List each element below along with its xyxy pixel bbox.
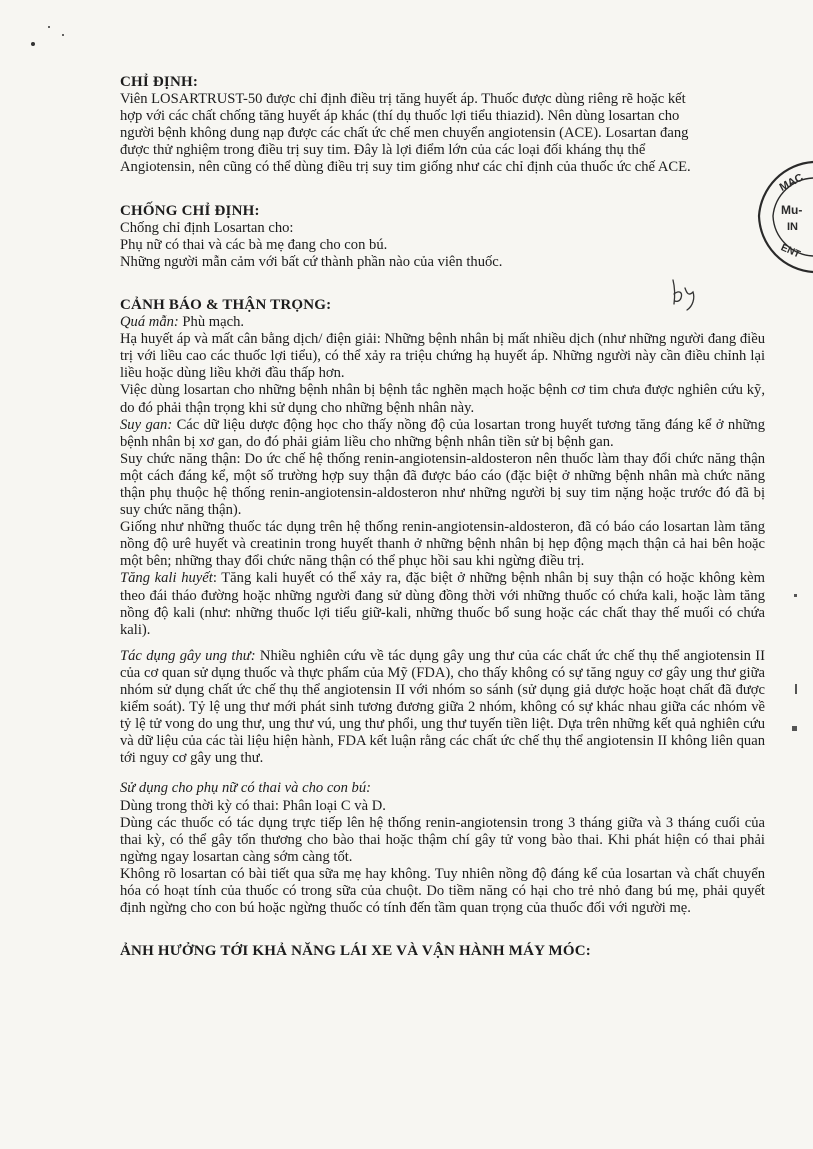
label-qua-man: Quá mẫn: bbox=[120, 314, 179, 331]
label-ung-thu: Tác dụng gây ung thư: bbox=[120, 647, 256, 664]
paragraph-qua-man bbox=[120, 314, 765, 331]
paragraph-phu-nu-3: Không rõ losartan có bài tiết qua sữa mẹ hay không. Tuy nhiên nồng độ đáng kể của losartan và chất chuyển hóa có hoạt tính của thuốc có trong sữa của chuột. Do tiềm năng có hại cho trẻ nhỏ đang bú mẹ, phải quyết định ngừng cho con bú hoặc ngừng thuốc có tính đến tầm quan trọng của thuốc đối với người mẹ. bbox=[120, 865, 765, 917]
chong-chi-dinh-line-2: Phụ nữ có thai và các bà mẹ đang cho con bú. bbox=[120, 236, 388, 253]
scan-edge-mark bbox=[795, 684, 797, 694]
text-tang-kali: : Tăng kali huyết có thể xảy ra, đặc biệt ở những bệnh nhân bị suy thận có hoặc không kèm theo đái tháo đường hoặc những người đang sử dùng đồng thời với những thuốc có chứa kali, hoặc làm tăng nồng độ kali (như: những thuốc lợi tiểu giữ-kali, những thuốc bổ sung hoặc các chất thay thế muối có chứa kali). bbox=[120, 570, 765, 638]
chi-dinh-line-5: Angiotensin, nên cũng có thể dùng điều trị suy tim giống như các chỉ định của thuốc ức chế ACE. bbox=[120, 159, 691, 176]
chi-dinh-line-2: hợp với các chất chống tăng huyết áp khác (thí dụ thuốc lợi tiểu thiazid). Nên dùng losartan cho bbox=[120, 108, 680, 125]
chi-dinh-line-4: được thử nghiệm trong điều trị suy tim. Đây là lợi điểm lớn của các loại đối kháng thụ thể bbox=[120, 142, 646, 159]
stamp-seal bbox=[757, 158, 813, 276]
scan-speck bbox=[48, 26, 50, 28]
scan-edge-mark bbox=[792, 726, 797, 731]
paragraph-ha-huyet-ap: Hạ huyết áp và mất cân bằng dịch/ điện giải: Những bệnh nhân bị mất nhiều dịch (như những người đang điều trị với liều cao các thuốc lợi tiểu), có thể xảy ra triệu chứng hạ huyết áp. Những người này cần điều chỉnh lại liều hoặc dùng liều khởi đầu thấp hơn. bbox=[120, 331, 765, 382]
paragraph-ung-thu bbox=[120, 648, 765, 768]
text-qua-man: Phù mạch. bbox=[178, 314, 245, 331]
stamp-text-1: MAC bbox=[777, 171, 806, 194]
paragraph-phu-nu-2: Dùng các thuốc có tác dụng trực tiếp lên hệ thống renin-angiotensin trong 3 tháng giữa và 3 tháng cuối của thai kỳ, có thể gây tổn thương cho bào thai hoặc thậm chí gây tử vong bào thai. Khi phát hiện có thai phải ngừng ngay losartan càng sớm càng tốt. bbox=[120, 814, 765, 865]
chong-chi-dinh-line-3: Những người mẫn cảm với bất cứ thành phần nào của viên thuốc. bbox=[120, 253, 503, 270]
scan-speck bbox=[62, 34, 64, 36]
document-body bbox=[120, 74, 765, 960]
paragraph-giong-nhu: Giống như những thuốc tác dụng trên hệ thống renin-angiotensin-aldosteron, đã có báo cáo losartan làm tăng nồng độ urê huyết và creatinin trong huyết thanh ở những bệnh nhân bị hẹp động mạch thận cả hai bên hoặc một bên; những thay đổi chức năng thận có thể phục hồi sau khi ngừng điều trị. bbox=[120, 519, 765, 570]
heading-chong-chi-dinh: CHỐNG CHỈ ĐỊNH: bbox=[120, 202, 260, 219]
paragraph-suy-gan bbox=[120, 417, 765, 451]
heading-lai-xe: ẢNH HƯỞNG TỚI KHẢ NĂNG LÁI XE VÀ VẬN HÀNH MÁY MÓC: bbox=[120, 943, 591, 960]
chong-chi-dinh-line-1: Chống chỉ định Losartan cho: bbox=[120, 219, 294, 236]
paragraph-hep-mach: Việc dùng losartan cho những bệnh nhân bị bệnh tắc nghẽn mạch hoặc bệnh cơ tim chưa được nghiên cứu kỹ, do đó phải thận trọng khi sử dụng cho những bệnh nhân này. bbox=[120, 382, 765, 416]
chi-dinh-line-3: người bệnh không dung nạp được các chất ức chế men chuyển angiotensin (ACE). Losartan đang bbox=[120, 125, 689, 142]
stamp-text-2: Mu- bbox=[781, 203, 803, 217]
paragraph-phu-nu-1: Dùng trong thời kỳ có thai: Phân loại C và D. bbox=[120, 797, 386, 814]
paragraph-suy-than: Suy chức năng thận: Do ức chế hệ thống renin-angiotensin-aldosteron nên thuốc làm thay đổi chức năng thận một cách đáng kể, một số trường hợp suy thận đã được báo cáo (đặc biệt ở những bệnh nhân mà chức năng thận phụ thuộc hệ thống renin-angiotensin-aldosteron như những người bị suy tim nặng hoặc trước đó đã bị suy chức năng thận). bbox=[120, 450, 765, 519]
scan-speck bbox=[31, 42, 35, 46]
scan-edge-mark bbox=[794, 594, 797, 597]
label-phu-nu-co-thai: Sử dụng cho phụ nữ có thai và cho con bú: bbox=[120, 780, 371, 797]
heading-canh-bao: CẢNH BÁO & THẬN TRỌNG: bbox=[120, 296, 332, 313]
heading-chi-dinh: CHỈ ĐỊNH: bbox=[120, 74, 199, 90]
chi-dinh-line-1: Viên LOSARTRUST-50 được chỉ định điều trị tăng huyết áp. Thuốc được dùng riêng rẽ hoặc kết bbox=[120, 91, 686, 108]
stamp-text-3: IN bbox=[787, 221, 798, 233]
text-ung-thu: Nhiều nghiên cứu về tác dụng gây ung thư của các chất ức chế thụ thể angiotensin II của cơ quan sử dụng thuốc và thực phẩm của Mỹ (FDA), cho thấy không có sự tăng nguy cơ gây ung thư giữa nhóm sử dụng chất ức chế thụ thể angiotensin II với nhóm so sánh (sử dụng giả dược hoặc hoạt chất đã được kiểm soát). Tỷ lệ ung thư mới phát sinh tương đương giữa 2 nhóm, không có sự khác nhau giữa các nhóm về tỷ lệ tử vong do ung thư, ung thư vú, ung thư phổi, ung thư tuyến tiền liệt. Dựa trên những kết quả nghiên cứu và dữ liệu của các tài liệu hiện hành, FDA kết luận rằng các chất ức chế thụ thể angiotensin II không liên quan tới nguy cơ gây ung thư. bbox=[120, 647, 765, 767]
stamp-text-4: ENT bbox=[779, 242, 802, 261]
paragraph-tang-kali bbox=[120, 570, 765, 638]
signature-initials bbox=[665, 272, 705, 312]
text-suy-gan: Các dữ liệu dược động học cho thấy nồng độ của losartan trong huyết tương tăng đáng kể ở những bệnh nhân bị xơ gan, do đó phải giảm liều cho những bệnh nhân tiền sử bị bệnh gan. bbox=[120, 416, 765, 450]
label-suy-gan: Suy gan: bbox=[120, 416, 173, 433]
label-tang-kali: Tăng kali huyết bbox=[120, 570, 213, 587]
